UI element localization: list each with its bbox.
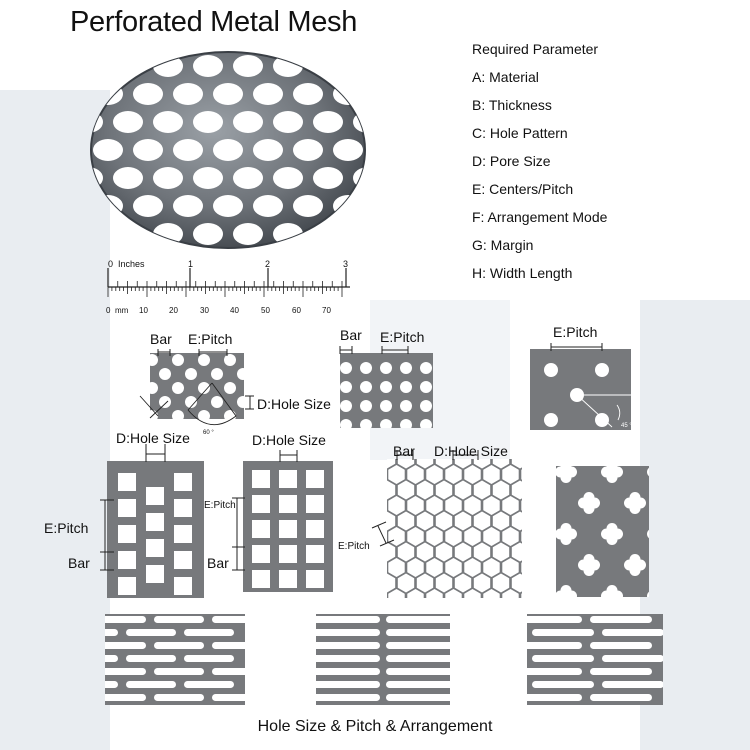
slot-hole: [126, 681, 176, 688]
round-hole: [198, 354, 210, 366]
mm-tick-label: 40: [230, 306, 239, 315]
slot-hole: [184, 629, 234, 636]
slot-hole: [386, 668, 456, 675]
clover-hole: [647, 461, 669, 483]
disc-hole: [213, 83, 243, 105]
square-hole: [306, 470, 324, 488]
round-hole: [420, 381, 432, 393]
disc-hole: [73, 167, 103, 189]
hexagon-hole: [521, 589, 537, 608]
slot-hole: [96, 668, 146, 675]
square-hole: [252, 470, 270, 488]
perforated-disc: [73, 52, 383, 248]
slot-hole: [212, 694, 262, 701]
parameter-item: E: Centers/Pitch: [472, 181, 574, 197]
round-hole: [302, 354, 314, 366]
parameter-item: H: Width Length: [472, 265, 573, 281]
square-hole: [118, 473, 136, 491]
square-hole: [174, 473, 192, 491]
sheet-square-straight: [232, 450, 333, 592]
square-hole: [146, 487, 164, 505]
round-hole: [315, 368, 327, 380]
mm-tick-label: 60: [292, 306, 301, 315]
slot-hole: [520, 694, 582, 701]
page-title: Perforated Metal Mesh: [70, 6, 358, 38]
parameter-item: D: Pore Size: [472, 153, 551, 169]
slot-hole: [212, 616, 262, 623]
square-hole: [174, 577, 192, 595]
slot-hole: [532, 629, 594, 636]
slot-hole: [520, 616, 582, 623]
round-hole: [360, 400, 372, 412]
slot-hole: [212, 642, 262, 649]
round-hole: [224, 354, 236, 366]
disc-hole: [293, 83, 323, 105]
disc-hole: [153, 111, 183, 133]
slot-hole: [386, 694, 456, 701]
round-hole: [224, 382, 236, 394]
round-hole: [211, 396, 223, 408]
disc-hole: [113, 111, 143, 133]
slot-hole: [386, 616, 456, 623]
disc-hole: [173, 139, 203, 161]
round-hole: [302, 382, 314, 394]
square-hole: [252, 545, 270, 563]
square-hole: [146, 565, 164, 583]
round-hole: [159, 396, 171, 408]
round-hole: [420, 400, 432, 412]
slot-hole: [590, 616, 652, 623]
round-hole: [380, 400, 392, 412]
slot-hole: [310, 655, 380, 662]
hexagon-hole: [521, 496, 537, 515]
hexagon-hole: [521, 527, 537, 546]
parameter-item: B: Thickness: [472, 97, 552, 113]
slot-hole: [68, 681, 118, 688]
disc-hole: [113, 167, 143, 189]
disc-hole: [193, 55, 223, 77]
round-hole: [328, 382, 340, 394]
square-hole: [279, 570, 297, 588]
hexagon-hole: [540, 558, 556, 577]
round-hole: [380, 419, 392, 431]
round-hole: [276, 354, 288, 366]
disc-hole: [333, 139, 363, 161]
square-hole: [252, 570, 270, 588]
square-hole: [146, 539, 164, 557]
round-hole: [380, 362, 392, 374]
disc-hole: [293, 139, 323, 161]
slot-hole: [532, 655, 594, 662]
slot-hole: [126, 655, 176, 662]
bar-label: Bar: [150, 331, 172, 347]
disc-hole: [233, 223, 263, 245]
mm-tick-label: 70: [322, 306, 331, 315]
round-hole: [250, 382, 262, 394]
pitch-label: E:Pitch: [188, 331, 233, 347]
round-hole: [263, 368, 275, 380]
square-hole: [306, 545, 324, 563]
slot-hole: [154, 694, 204, 701]
round-hole: [360, 381, 372, 393]
square-hole: [279, 495, 297, 513]
round-hole: [400, 400, 412, 412]
slot-hole: [386, 681, 456, 688]
clover-hole: [647, 585, 669, 607]
parameter-item: A: Material: [472, 69, 539, 85]
hole-size-label: D:Hole Size: [434, 443, 508, 459]
sheet-clover: [509, 461, 692, 607]
mm-tick-label: 50: [261, 306, 270, 315]
sheet-round-straight: [340, 346, 433, 431]
square-hole: [306, 570, 324, 588]
pitch-label: E:Pitch: [553, 324, 598, 340]
pitch-label: E:Pitch: [338, 541, 370, 552]
mm-tick-label: 10: [139, 306, 148, 315]
disc-hole: [193, 167, 223, 189]
hexagon-hole: [540, 465, 556, 484]
round-hole: [380, 381, 392, 393]
round-hole: [289, 368, 301, 380]
disc-hole: [233, 55, 263, 77]
slot-hole: [310, 668, 380, 675]
pitch-label: E:Pitch: [380, 329, 425, 345]
slot-hole: [126, 629, 176, 636]
hexagon-hole: [531, 574, 547, 593]
slot-hole: [590, 642, 652, 649]
round-hole: [146, 382, 158, 394]
parameter-item: C: Hole Pattern: [472, 125, 568, 141]
disc-hole: [133, 83, 163, 105]
disc-hole: [193, 223, 223, 245]
disc-hole: [173, 83, 203, 105]
parameter-heading: Required Parameter: [472, 41, 599, 57]
clover-hole: [670, 554, 692, 576]
hole-size-label: D:Hole Size: [257, 396, 331, 412]
parameter-item: F: Arrangement Mode: [472, 209, 608, 225]
round-hole: [276, 382, 288, 394]
mm-tick-label: 0: [106, 306, 111, 315]
round-hole: [328, 354, 340, 366]
round-hole: [237, 396, 249, 408]
sheet-round-staggered-60: [140, 349, 353, 425]
slot-hole: [310, 681, 380, 688]
mm-tick-label: 20: [169, 306, 178, 315]
hole-size-label: D:Hole Size: [116, 430, 190, 446]
round-hole: [340, 381, 352, 393]
inches-label: Inches: [118, 259, 145, 269]
disc-hole: [93, 139, 123, 161]
disc-hole: [153, 167, 183, 189]
round-hole: [360, 362, 372, 374]
disc-hole: [213, 195, 243, 217]
bar-label: Bar: [207, 555, 229, 571]
sheet-slot-offset: [520, 614, 664, 705]
slot-hole: [590, 694, 652, 701]
slot-hole: [154, 616, 204, 623]
disc-hole: [213, 139, 243, 161]
disc-hole: [233, 167, 263, 189]
caption: Hole Size & Pitch & Arrangement: [257, 718, 493, 735]
slot-hole: [154, 668, 204, 675]
mm-tick-label: 30: [200, 306, 209, 315]
parameter-item: G: Margin: [472, 237, 534, 253]
square-hole: [306, 495, 324, 513]
slot-hole: [96, 616, 146, 623]
slot-hole: [310, 694, 380, 701]
disc-hole: [273, 111, 303, 133]
square-hole: [174, 499, 192, 517]
pitch-label: E:Pitch: [44, 520, 89, 536]
round-hole: [172, 354, 184, 366]
square-hole: [279, 545, 297, 563]
clover-hole: [532, 492, 554, 514]
inch-tick-label: 3: [343, 259, 349, 269]
slot-hole: [184, 655, 234, 662]
slot-hole: [590, 668, 652, 675]
round-hole: [340, 362, 352, 374]
disc-hole: [173, 195, 203, 217]
slot-hole: [68, 629, 118, 636]
slot-hole: [602, 629, 664, 636]
square-hole: [118, 499, 136, 517]
slot-hole: [602, 681, 664, 688]
square-hole: [118, 525, 136, 543]
disc-hole: [313, 167, 343, 189]
square-hole: [252, 520, 270, 538]
slot-hole: [532, 681, 594, 688]
slot-hole: [520, 668, 582, 675]
slot-hole: [310, 642, 380, 649]
round-hole: [237, 368, 249, 380]
disc-hole: [253, 195, 283, 217]
angle-label: 60 °: [203, 430, 214, 436]
hexagon-hole: [531, 450, 547, 469]
square-hole: [146, 513, 164, 531]
hexagon-hole: [531, 481, 547, 500]
slot-hole: [310, 629, 380, 636]
disc-hole: [293, 195, 323, 217]
clover-hole: [532, 554, 554, 576]
slot-hole: [386, 655, 456, 662]
square-hole: [306, 520, 324, 538]
square-hole: [252, 495, 270, 513]
round-hole: [159, 368, 171, 380]
disc-hole: [253, 83, 283, 105]
round-hole: [340, 400, 352, 412]
disc-hole: [73, 111, 103, 133]
slot-hole: [602, 655, 664, 662]
sheet-slot-straight: [310, 614, 456, 705]
round-hole: [400, 362, 412, 374]
disc-hole: [133, 139, 163, 161]
round-hole: [420, 362, 432, 374]
disc-hole: [353, 111, 383, 133]
slot-hole: [212, 668, 262, 675]
square-hole: [174, 551, 192, 569]
round-hole: [211, 368, 223, 380]
sheet-round-staggered-45: [530, 343, 631, 430]
slot-hole: [68, 655, 118, 662]
disc-hole: [273, 167, 303, 189]
disc-hole: [133, 195, 163, 217]
disc-hole: [193, 111, 223, 133]
round-hole: [340, 419, 352, 431]
mm-label: mm: [115, 306, 129, 315]
hexagon-hole: [540, 527, 556, 546]
square-hole: [118, 577, 136, 595]
hexagon-hole: [521, 465, 537, 484]
round-hole: [360, 419, 372, 431]
hexagon-hole: [521, 558, 537, 577]
hexagon-hole: [540, 496, 556, 515]
disc-hole: [313, 111, 343, 133]
square-hole: [174, 525, 192, 543]
inch-tick-label: 0: [108, 259, 114, 269]
inch-tick-label: 1: [188, 259, 194, 269]
sheet-square-staggered: [100, 444, 204, 598]
hexagon-hole: [531, 512, 547, 531]
disc-hole: [233, 111, 263, 133]
slot-hole: [184, 681, 234, 688]
slot-hole: [154, 642, 204, 649]
slot-hole: [386, 642, 456, 649]
round-hole: [172, 382, 184, 394]
sheet-hexagon: [372, 450, 557, 609]
slot-hole: [386, 629, 456, 636]
round-hole: [400, 381, 412, 393]
bar-label: Bar: [340, 327, 362, 343]
ruler: [106, 259, 350, 315]
round-hole: [400, 419, 412, 431]
hole-size-label: D:Hole Size: [252, 432, 326, 448]
round-hole: [172, 410, 184, 422]
hexagon-hole: [540, 589, 556, 608]
inch-tick-label: 2: [265, 259, 271, 269]
clover-hole: [670, 492, 692, 514]
round-hole: [420, 419, 432, 431]
square-hole: [118, 551, 136, 569]
hexagon-hole: [531, 543, 547, 562]
slot-hole: [96, 694, 146, 701]
disc-hole: [253, 139, 283, 161]
square-hole: [279, 520, 297, 538]
square-hole: [279, 470, 297, 488]
round-hole: [146, 354, 158, 366]
slot-hole: [310, 616, 380, 623]
round-hole: [185, 368, 197, 380]
angle-label: 45 °: [621, 423, 632, 429]
sheet-slot-staggered: [68, 614, 262, 705]
bar-label: Bar: [68, 555, 90, 571]
disc-hole: [353, 167, 383, 189]
clover-hole: [647, 523, 669, 545]
slot-hole: [520, 642, 582, 649]
pitch-label: E:Pitch: [204, 500, 236, 511]
slot-hole: [96, 642, 146, 649]
bar-label: Bar: [393, 443, 415, 459]
round-hole: [250, 354, 262, 366]
